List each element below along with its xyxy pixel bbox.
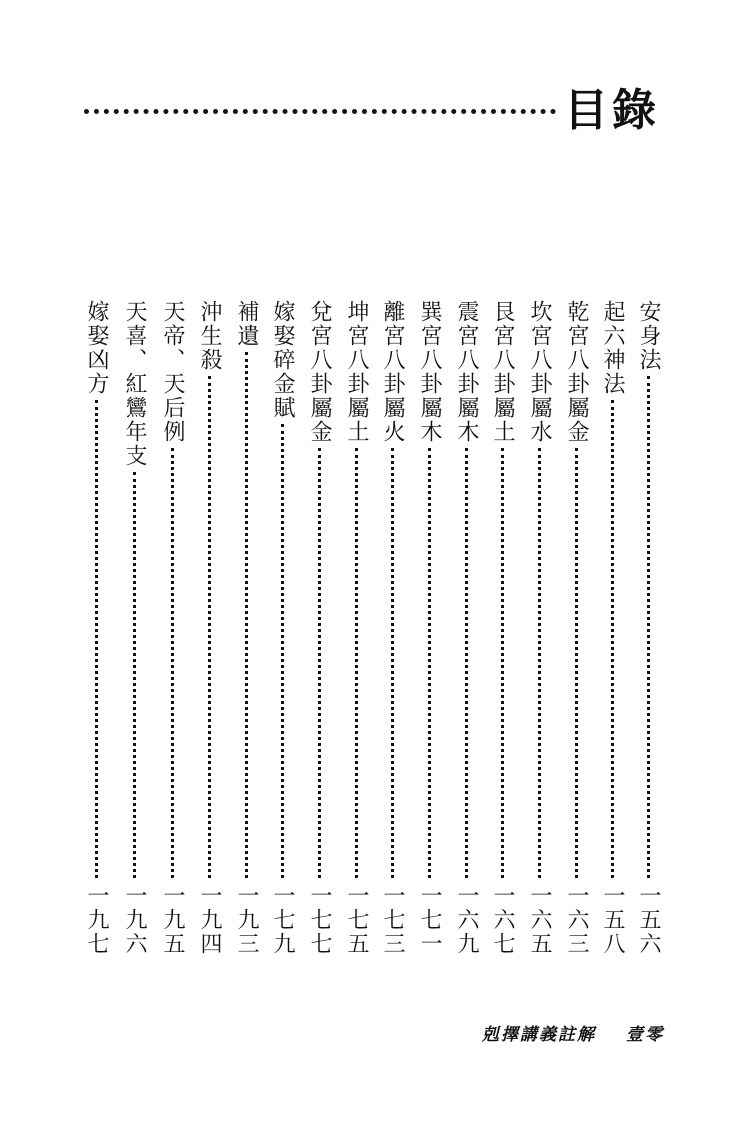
toc-entry-title: 坤宮八卦屬土	[344, 300, 369, 444]
toc-entry-page: 一六九	[454, 884, 479, 956]
toc-entry-leader	[245, 352, 248, 878]
toc-entry-leader	[281, 424, 284, 878]
toc-entry-leader	[538, 448, 541, 878]
toc-entry-leader	[611, 400, 614, 878]
toc-entry	[82, 300, 110, 972]
toc-entry-leader	[171, 448, 174, 878]
toc-entry	[562, 300, 590, 972]
toc-entry-page: 一九六	[122, 884, 147, 956]
toc-entry-page: 一七三	[380, 884, 405, 956]
toc-entry-leader	[318, 448, 321, 878]
toc-entry	[598, 300, 626, 972]
toc-entry-page: 一五六	[636, 884, 661, 956]
toc-entry-page: 一九三	[234, 884, 259, 956]
toc-entry	[415, 300, 443, 972]
page-title: 目錄	[564, 85, 660, 136]
toc-entry-title: 離宮八卦屬火	[380, 300, 405, 444]
toc-entry	[452, 300, 480, 972]
toc-entry-page: 一七五	[344, 884, 369, 956]
toc-entry	[488, 300, 516, 972]
toc-entry-leader	[133, 472, 136, 878]
toc-entry	[232, 300, 260, 972]
toc-entry-page: 一九七	[84, 884, 109, 956]
toc-entry-title: 嫁娶碎金賦	[270, 300, 295, 420]
toc-entry-title: 天帝、天后例	[160, 300, 185, 444]
toc-entry	[195, 300, 223, 972]
toc-entry	[268, 300, 296, 972]
toc-entry-page: 一七九	[270, 884, 295, 956]
toc-entry-page: 一六三	[564, 884, 589, 956]
page-number: 壹零	[626, 1025, 664, 1045]
toc-entry-leader	[355, 448, 358, 878]
toc-entry-leader	[428, 448, 431, 878]
toc-entry-leader	[208, 376, 211, 878]
toc-entry	[158, 300, 186, 972]
toc-entry-title: 坎宮八卦屬水	[527, 300, 552, 444]
toc-entry-leader	[391, 448, 394, 878]
toc-entry-title: 起六神法	[600, 300, 625, 396]
toc-entry-leader	[465, 448, 468, 878]
toc-entry-title: 巽宮八卦屬木	[417, 300, 442, 444]
toc-entry-title: 嫁娶凶方	[84, 300, 109, 396]
toc-entry-leader	[95, 400, 98, 878]
toc-entry-leader	[501, 448, 504, 878]
toc-entry-page: 一七七	[307, 884, 332, 956]
toc-entry-title: 補遺	[234, 300, 259, 348]
toc-entry	[120, 300, 148, 972]
toc-entry	[305, 300, 333, 972]
toc-entry-leader	[647, 376, 650, 878]
toc-entry-page: 一九四	[197, 884, 222, 956]
toc-entry-page: 一九五	[160, 884, 185, 956]
toc-entry-title: 艮宮八卦屬土	[490, 300, 515, 444]
toc-entry	[525, 300, 553, 972]
toc-entry	[378, 300, 406, 972]
toc-entry-page: 一七一	[417, 884, 442, 956]
toc-entry	[342, 300, 370, 972]
toc-entry-title: 安身法	[636, 300, 661, 372]
toc-entry-page: 一五八	[600, 884, 625, 956]
toc-entry	[634, 300, 662, 972]
running-footer-book-title: 剋擇講義註解	[482, 1025, 596, 1045]
toc-entry-title: 乾宮八卦屬金	[564, 300, 589, 444]
toc-entry-title: 兌宮八卦屬金	[307, 300, 332, 444]
toc-entry-title: 沖生殺	[197, 300, 222, 372]
toc-entry-title: 天喜、紅鸞年支	[122, 300, 147, 468]
toc-entry-leader	[575, 448, 578, 878]
toc-entry-page: 一六五	[527, 884, 552, 956]
toc-entry-page: 一六七	[490, 884, 515, 956]
toc-entry-title: 震宮八卦屬木	[454, 300, 479, 444]
